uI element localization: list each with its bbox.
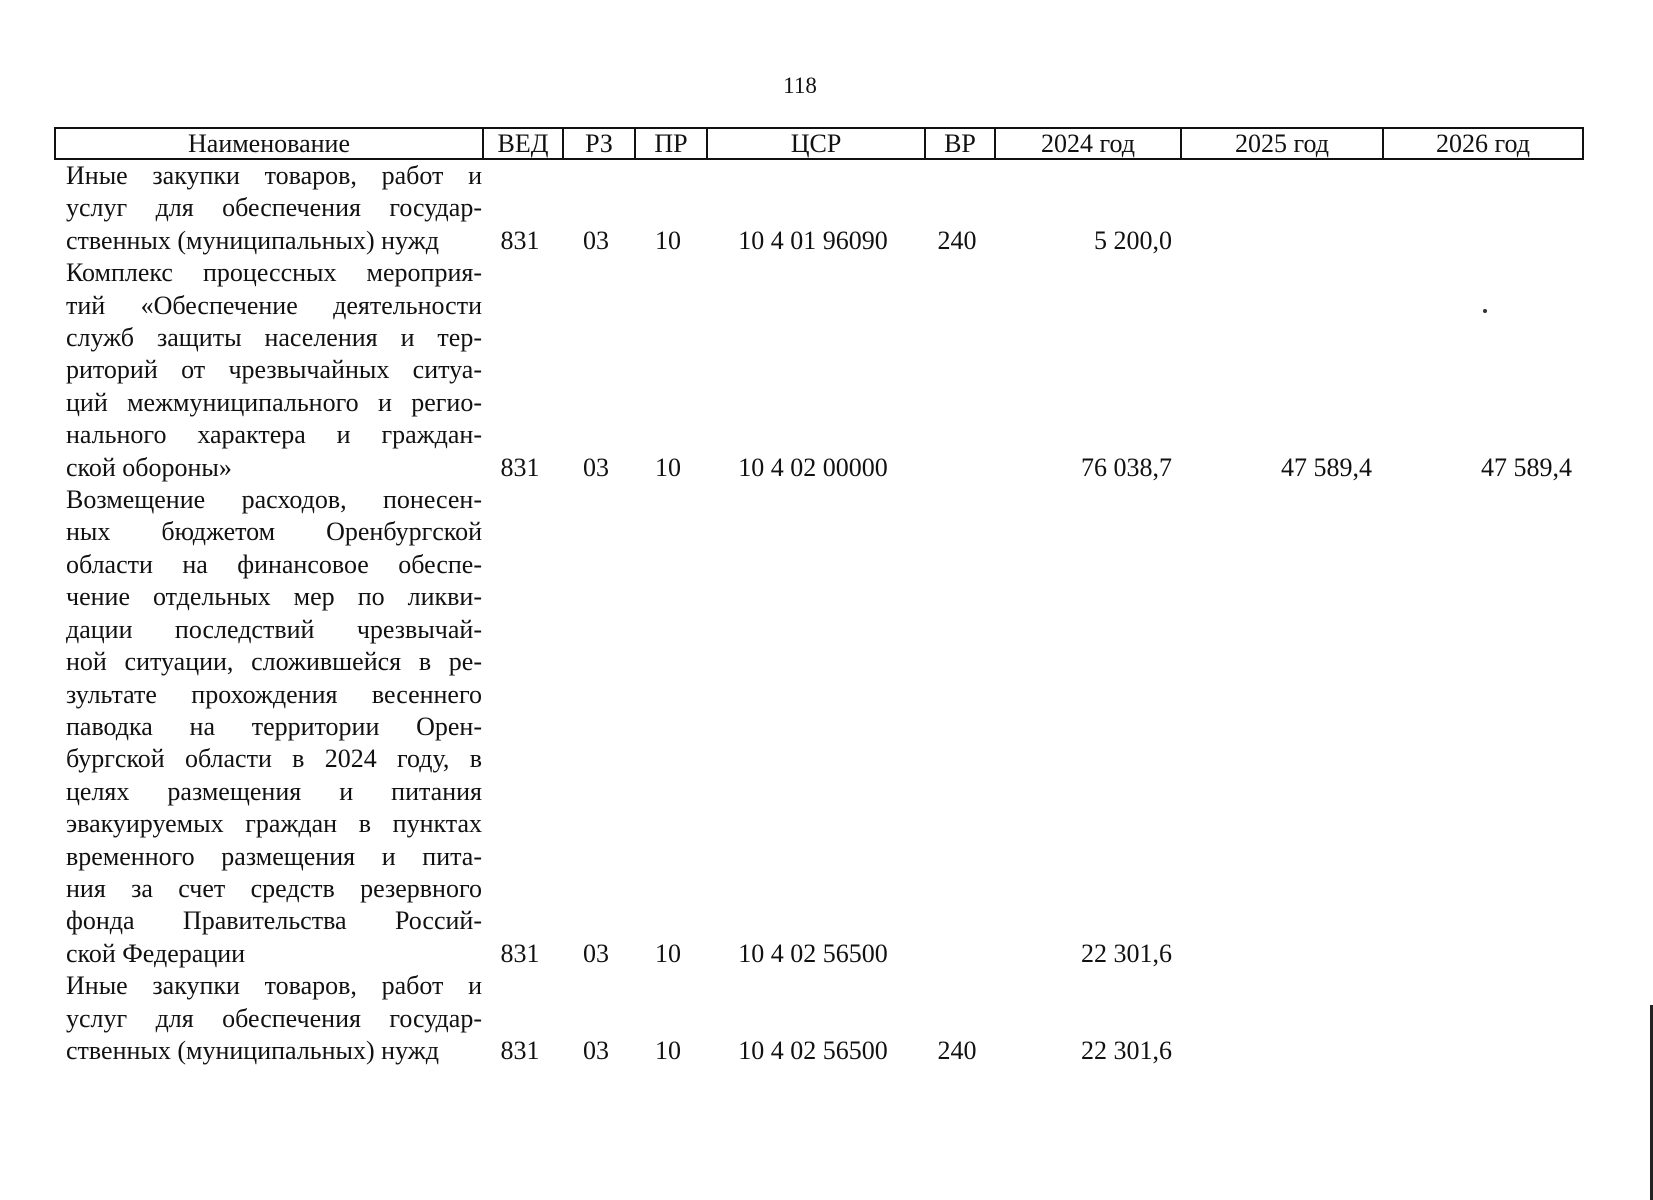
cell-pr: 10 [655,938,681,968]
cell-name-line: тий «Обеспечение деятельности [66,290,482,320]
cell-csr: 10 4 02 00000 [738,452,888,482]
cell-name-line: ственных (муниципальных) нужд [66,225,439,255]
cell-2025: 47 589,4 [1281,452,1372,482]
cell-name-line: дации последствий чрезвычай- [66,614,482,644]
cell-csr: 10 4 01 96090 [738,225,888,255]
cell-2024: 22 301,6 [1081,938,1172,968]
header-vr: ВР [924,129,994,158]
cell-pr: 10 [655,225,681,255]
cell-csr: 10 4 02 56500 [738,938,888,968]
cell-ved: 831 [500,225,540,255]
table-row [54,970,1584,1067]
cell-name-line: ской Федерации [66,938,246,968]
header-ved: ВЕД [482,129,562,158]
cell-name [66,970,482,1067]
cell-vr: 240 [937,1035,977,1065]
cell-2024: 76 038,7 [1081,452,1172,482]
cell-2026: 47 589,4 [1481,452,1572,482]
cell-2024: 5 200,0 [1094,225,1172,255]
cell-name-line: Иные закупки товаров, работ и [66,971,482,1001]
table-header [54,127,1584,160]
cell-name-line: Иные закупки товаров, работ и [66,161,482,190]
cell-vr: 240 [937,225,977,255]
cell-name-line: Комплекс процессных мероприя- [66,258,482,288]
header-rz: РЗ [562,129,634,158]
cell-name-line: служб защиты населения и тер- [66,323,482,353]
cell-name [66,257,482,484]
cell-name-line: ния за счет средств резервного [66,873,482,903]
header-2026: 2026 год [1382,129,1582,158]
header-2024: 2024 год [994,129,1180,158]
cell-name-line: чение отдельных мер по ликви- [66,582,482,612]
cell-name-line: фонда Правительства Россий- [66,906,482,936]
cell-rz: 03 [583,1035,609,1065]
cell-name-line: ций межмуниципального и регио- [66,387,482,417]
cell-pr: 10 [655,1035,681,1065]
table-row [54,257,1584,484]
cell-2024: 22 301,6 [1081,1035,1172,1065]
cell-ved: 831 [500,938,540,968]
cell-name-line: ных бюджетом Оренбургской [66,517,482,547]
cell-rz: 03 [583,938,609,968]
cell-csr: 10 4 02 56500 [738,1035,888,1065]
cell-name-line: бургской области в 2024 году, в [66,744,482,774]
cell-ved: 831 [500,1035,540,1065]
cell-name-line: услуг для обеспечения государ- [66,193,482,223]
cell-name [66,484,482,970]
cell-rz: 03 [583,225,609,255]
cell-name-line: Возмещение расходов, понесен- [66,485,482,515]
cell-name-line: эвакуируемых граждан в пунктах [66,809,482,839]
cell-name-line: ной ситуации, сложившейся в ре- [66,647,482,677]
cell-name-line: риторий от чрезвычайных ситуа- [66,355,482,385]
cell-name-line: зультате прохождения весеннего [66,679,482,709]
header-pr: ПР [634,129,706,158]
header-2025: 2025 год [1180,129,1382,158]
cell-name-line: области на финансовое обеспе- [66,549,482,579]
cell-name-line: ской обороны» [66,452,232,482]
scan-speck [1483,309,1487,313]
cell-pr: 10 [655,452,681,482]
header-csr: ЦСР [706,129,924,158]
cell-name-line: ственных (муниципальных) нужд [66,1035,439,1065]
cell-rz: 03 [583,452,609,482]
cell-name-line: паводка на территории Орен- [66,711,482,741]
cell-name-line: услуг для обеспечения государ- [66,1003,482,1033]
header-name: Наименование [188,129,350,158]
cell-name-line: целях размещения и питания [66,776,482,806]
cell-name-line: временного размещения и пита- [66,841,482,871]
table-row [54,160,1584,257]
page-number: 118 [783,73,817,98]
cell-name-line: нального характера и граждан- [66,420,482,450]
cell-ved: 831 [500,452,540,482]
cell-name [66,160,482,257]
table-row [54,484,1584,970]
table-body [54,160,1584,1067]
